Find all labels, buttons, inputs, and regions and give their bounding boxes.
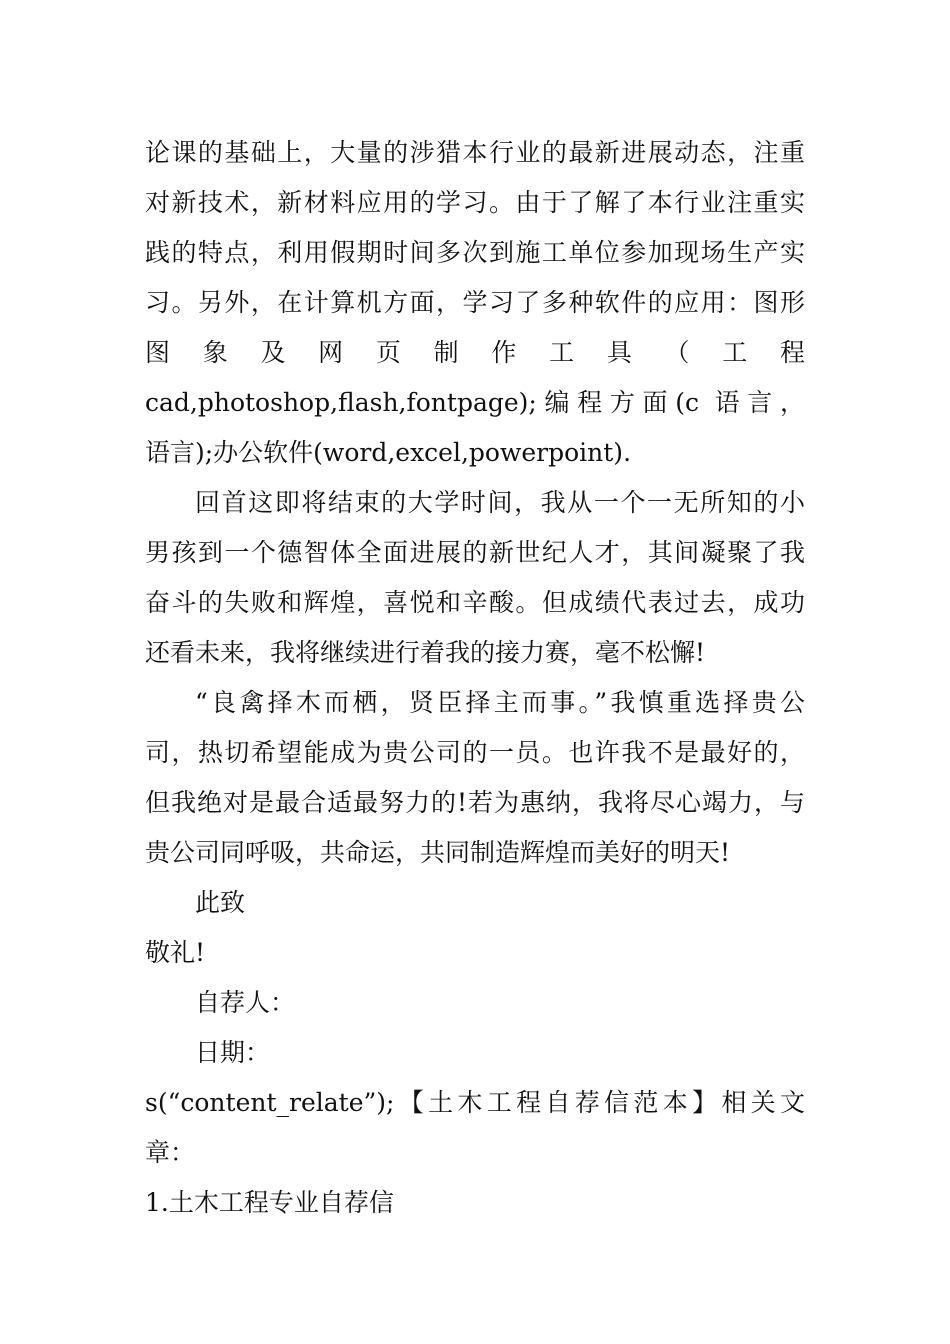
paragraph-1-line-4: 习。另外，在计算机方面，学习了多种软件的应用：图形	[145, 288, 805, 317]
related-articles-line-1: s(“content_relate”);【土木工程自荐信范本】相关文	[145, 1088, 805, 1117]
paragraph-2-line-2: 男孩到一个德智体全面进展的新世纪人才，其间凝聚了我	[145, 538, 805, 567]
paragraph-1-line-2: 对新技术，新材料应用的学习。由于了解了本行业注重实	[145, 188, 805, 217]
letter-body	[145, 128, 805, 1228]
paragraph-1-line-3: 践的特点，利用假期时间多次到施工单位参加现场生产实	[145, 238, 805, 267]
related-article-link-1[interactable]: 1.土木工程专业自荐信	[145, 1188, 394, 1217]
paragraph-1-line-6: cad,photoshop,flash,fontpage);编程方面(c 语言，	[145, 388, 805, 417]
salutation-line: 敬礼!	[145, 938, 206, 967]
date-label: 日期：	[195, 1038, 271, 1067]
paragraph-2-line-1: 回首这即将结束的大学时间，我从一个一无所知的小	[195, 488, 805, 517]
paragraph-1-line-1: 论课的基础上，大量的涉猎本行业的最新进展动态，注重	[145, 138, 805, 167]
paragraph-1-line-5: 图 象 及 网 页 制 作 工 具 （ 工 程	[145, 338, 805, 367]
paragraph-2-line-4: 还看未来，我将继续进行着我的接力赛，毫不松懈!	[145, 638, 706, 667]
paragraph-3-line-1: “良禽择木而栖，贤臣择主而事。”我慎重选择贵公	[195, 688, 805, 717]
closing-line: 此致	[195, 888, 246, 917]
related-articles-line-2: 章：	[145, 1138, 196, 1167]
signer-label: 自荐人：	[195, 988, 296, 1017]
paragraph-3-line-2: 司，热切希望能成为贵公司的一员。也许我不是最好的，	[145, 738, 805, 767]
paragraph-3-line-4: 贵公司同呼吸，共命运，共同制造辉煌而美好的明天!	[145, 838, 731, 867]
paragraph-3-line-3: 但我绝对是最合适最努力的!若为惠纳，我将尽心竭力，与	[145, 788, 805, 817]
paragraph-2-line-3: 奋斗的失败和辉煌，喜悦和辛酸。但成绩代表过去，成功	[145, 588, 805, 617]
paragraph-1-line-7: 语言);办公软件(word,excel,powerpoint).	[145, 438, 632, 467]
